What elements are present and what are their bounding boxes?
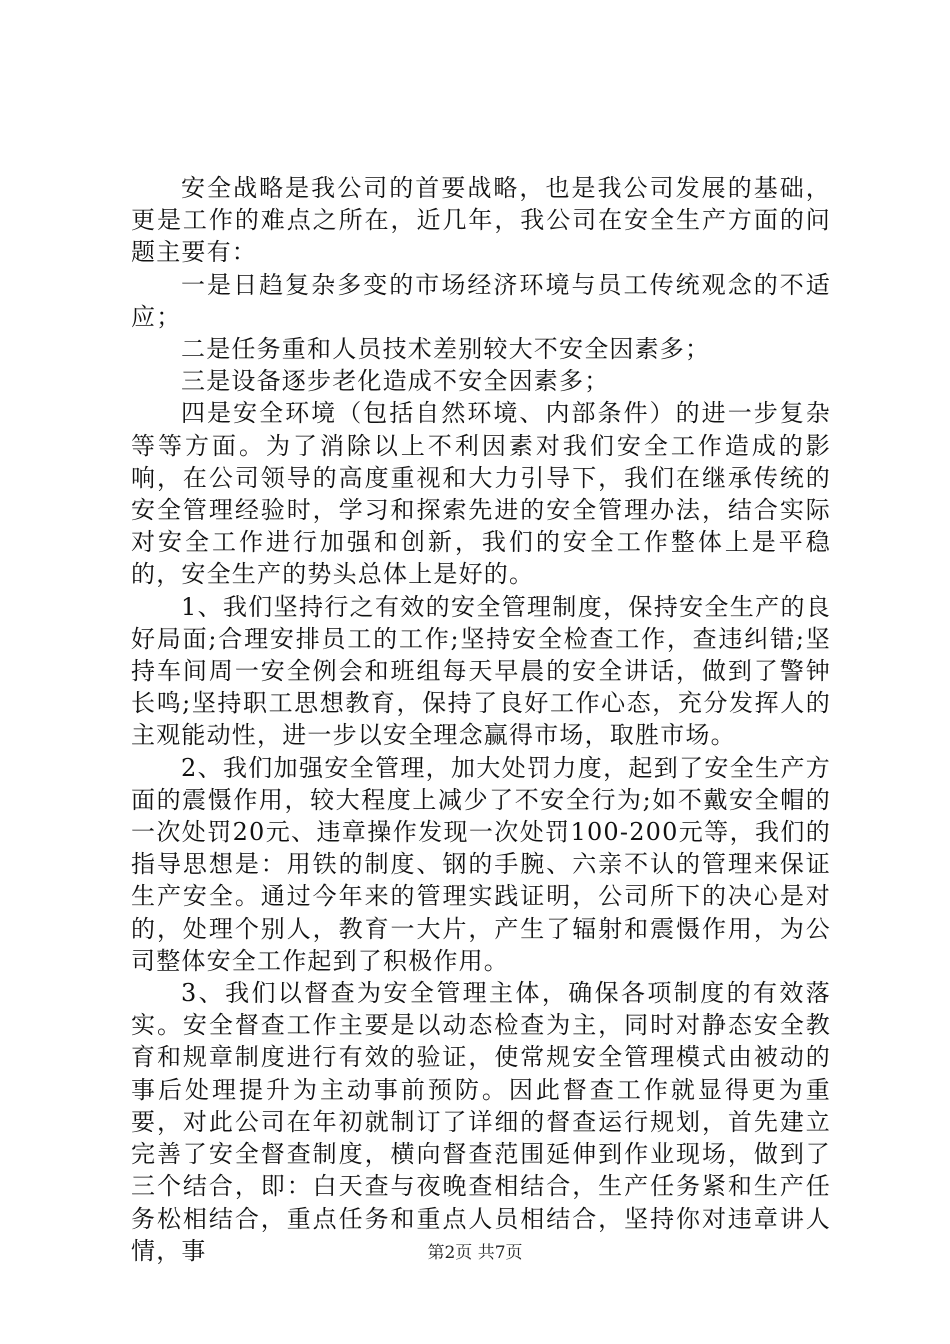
paragraph-intro: 安全战略是我公司的首要战略，也是我公司发展的基础，更是工作的难点之所在，近几年，我公司在安全生产方面的问题主要有：	[131, 174, 831, 267]
paragraph-measure-3: 3、我们以督查为安全管理主体，确保各项制度的有效落实。安全督查工作主要是以动态检查为主，同时对静态安全教育和规章制度进行有效的验证，使常规安全管理模式由被动的事后处理提升为主动事前预防。因此督查工作就显得更为重要，对此公司在年初就制订了详细的督查运行规划，首先建立完善了安全督查制度，横向督查范围延伸到作业现场，做到了三个结合，即：白天查与夜晚查相结合，生产任务紧和生产任务松相结合，重点任务和重点人员相结合，坚持你对违章讲人情，事	[131, 979, 831, 1265]
paragraph-issue-1: 一是日趋复杂多变的市场经济环境与员工传统观念的不适应；	[131, 270, 831, 331]
document-body	[131, 172, 831, 1267]
paragraph-issue-3: 三是设备逐步老化造成不安全因素多；	[181, 367, 610, 396]
paragraph-measure-1: 1、我们坚持行之有效的安全管理制度，保持安全生产的良好局面;合理安排员工的工作;坚持安全检查工作，查违纠错;坚持车间周一安全例会和班组每天早晨的安全讲话，做到了警钟长鸣;坚持职工思想教育，保持了良好工作心态，充分发挥人的主观能动性，进一步以安全理念赢得市场，取胜市场。	[131, 592, 831, 750]
page-number-footer: 第2页 共7页	[427, 1243, 523, 1263]
paragraph-issue-4: 四是安全环境（包括自然环境、内部条件）的进一步复杂等等方面。为了消除以上不利因素对我们安全工作造成的影响，在公司领导的高度重视和大力引导下，我们在继承传统的安全管理经验时，学习和探索先进的安全管理办法，结合实际对安全工作进行加强和创新，我们的安全工作整体上是平稳的，安全生产的势头总体上是好的。	[131, 399, 831, 589]
paragraph-issue-2: 二是任务重和人员技术差别较大不安全因素多；	[181, 335, 711, 364]
paragraph-measure-2: 2、我们加强安全管理，加大处罚力度，起到了安全生产方面的震慑作用，较大程度上减少了不安全行为;如不戴安全帽的一次处罚20元、违章操作发现一次处罚100-200元等，我们的指导思想是：用铁的制度、钢的手腕、六亲不认的管理来保证生产安全。通过今年来的管理实践证明，公司所下的决心是对的，处理个别人，教育一大片，产生了辐射和震慑作用，为公司整体安全工作起到了积极作用。	[131, 753, 831, 975]
